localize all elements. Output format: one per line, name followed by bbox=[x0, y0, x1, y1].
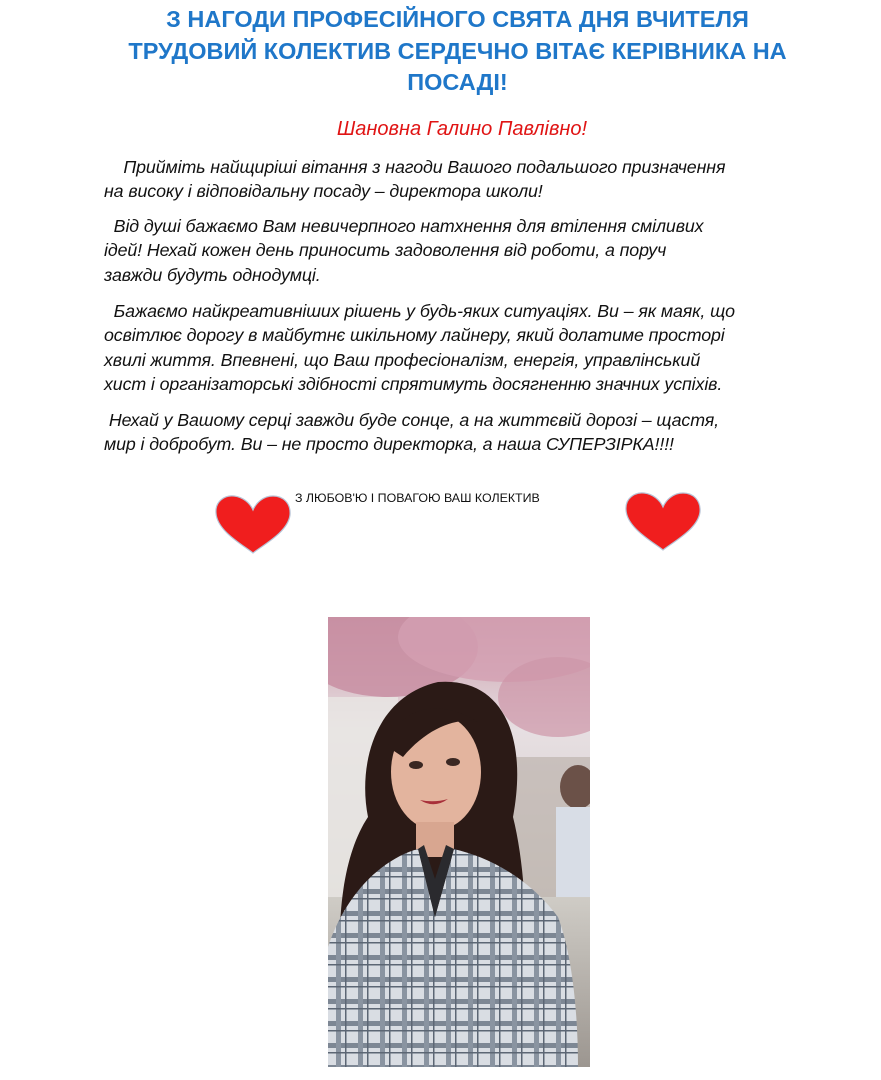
heart-icon bbox=[623, 490, 703, 552]
heart-icon bbox=[213, 493, 293, 555]
paragraph-line: мир і добробут. Ви – не просто директорка, а наша СУПЕРЗІРКА!!!! bbox=[104, 434, 674, 455]
paragraph-line: завжди будуть однодумці. bbox=[104, 264, 321, 285]
paragraph-superstar bbox=[104, 408, 824, 457]
salutation: Шановна Галино Павлівно! bbox=[336, 118, 588, 140]
paragraph-line: Нехай у Вашому серці завжди буде сонце, а на життєвій дорозі – щастя, bbox=[104, 410, 719, 430]
paragraph-line: Від душі бажаємо Вам невичерпного натхнення для втілення сміливих bbox=[104, 216, 704, 236]
paragraph-line: хвилі життя. Впевнені, що Ваш професіоналізм, енергія, управлінський bbox=[104, 349, 701, 370]
paragraph-wishes bbox=[104, 214, 824, 287]
paragraph-line: Прийміть найщиріші вітання з нагоди Вашого подальшого призначення bbox=[104, 157, 726, 177]
paragraph-line: ідей! Нехай кожен день приносить задоволення від роботи, а поруч bbox=[104, 240, 667, 261]
headline-line-2: ТРУДОВИЙ КОЛЕКТИВ СЕРДЕЧНО ВІТАЄ КЕРІВНИКА НА bbox=[128, 37, 787, 64]
paragraph-line: хист і організаторські здібності спрятимуть досягненню значних успіхів. bbox=[104, 374, 723, 395]
paragraph-line: Бажаємо найкреативніших рішень у будь-яких ситуаціях. Ви – як маяк, що bbox=[104, 301, 735, 321]
paragraph-line: на високу і відповідальну посаду – директора школи! bbox=[104, 181, 543, 202]
page-headline bbox=[90, 4, 825, 99]
paragraph-line: освітлює дорогу в майбутнє шкільному лайнеру, який долатиме просторі bbox=[104, 325, 725, 346]
paragraph-lighthouse bbox=[104, 299, 824, 397]
paragraph-appointment bbox=[104, 155, 824, 204]
headline-line-3: ПОСАДІ! bbox=[407, 69, 508, 95]
signature-line: З ЛЮБОВ'Ю І ПОВАГОЮ ВАШ КОЛЕКТИВ bbox=[295, 491, 540, 505]
headline-line-1: З НАГОДИ ПРОФЕСІЙНОГО СВЯТА ДНЯ ВЧИТЕЛЯ bbox=[166, 6, 749, 32]
portrait-photo bbox=[328, 617, 590, 1067]
